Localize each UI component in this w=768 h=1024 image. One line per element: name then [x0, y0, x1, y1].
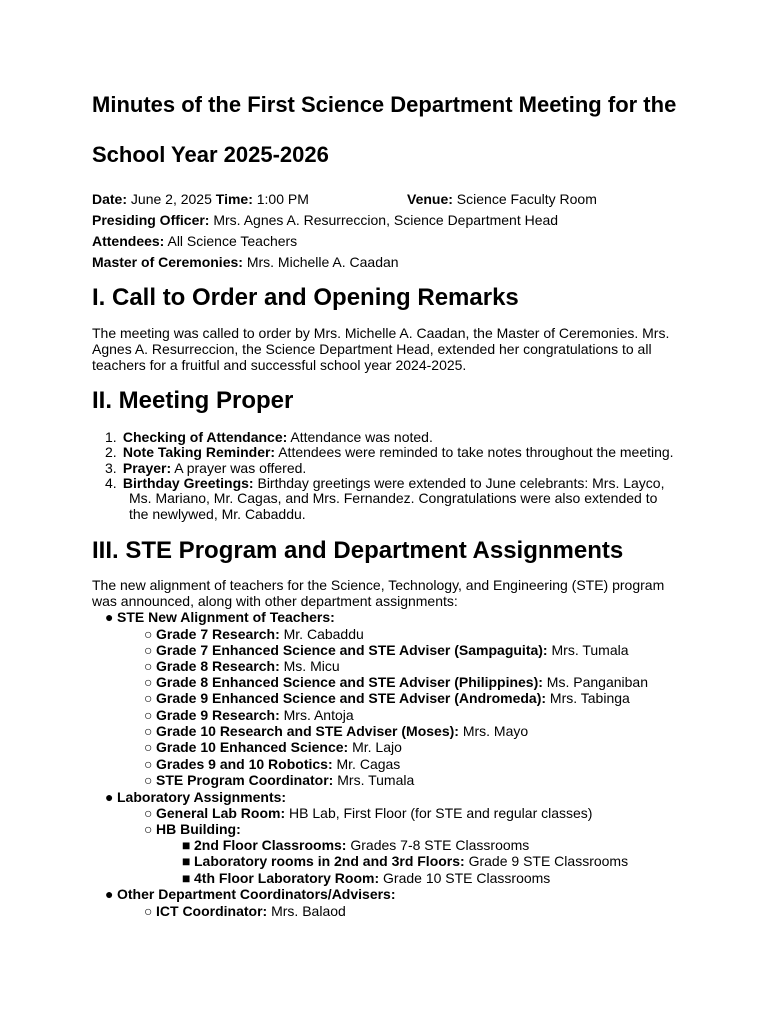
bullet-circle-icon: ○	[144, 674, 153, 690]
presiding-value: Mrs. Agnes A. Resurreccion, Science Department Head	[213, 212, 559, 228]
bullet-circle-icon: ○	[144, 723, 153, 739]
ste-item-text: Mr. Cabaddu	[279, 626, 364, 642]
bullet-ste-alignment	[105, 609, 335, 625]
item-number: 2.	[105, 444, 117, 460]
item-label: Prayer:	[122, 460, 172, 476]
ste-item-text: Mr. Lajo	[348, 739, 402, 755]
lab-item-label: HB Building:	[156, 821, 241, 837]
bullet-disc-icon: ●	[105, 886, 114, 902]
item-label: Checking of Attendance:	[122, 429, 288, 445]
hb-item-label: Laboratory rooms in 2nd and 3rd Floors:	[194, 853, 465, 869]
time-label: Time:	[215, 191, 253, 207]
hb-item-label: 2nd Floor Classrooms:	[194, 837, 347, 853]
ste-item	[144, 642, 629, 658]
bullet-circle-icon: ○	[144, 805, 153, 821]
meta-venue	[407, 191, 597, 207]
ste-item-label: Grades 9 and 10 Robotics:	[156, 756, 333, 772]
ste-item-text: Ms. Panganiban	[542, 674, 648, 690]
meta-master-of-ceremonies	[92, 254, 399, 270]
meeting-item	[105, 429, 433, 445]
ste-item-text: Mr. Cagas	[332, 756, 401, 772]
venue-label: Venue:	[407, 191, 453, 207]
bullet-circle-icon: ○	[144, 772, 153, 788]
bullet-other-coordinators	[105, 886, 396, 902]
hb-item-label: 4th Floor Laboratory Room:	[194, 870, 380, 886]
other-item-text: Mrs. Balaod	[267, 903, 346, 919]
bullet-circle-icon: ○	[144, 707, 153, 723]
ste-item-label: Grade 8 Research:	[156, 658, 280, 674]
section-3-heading: III. STE Program and Department Assignments	[92, 537, 624, 564]
bullet-circle-icon: ○	[144, 626, 153, 642]
bullet-square-icon: ■	[182, 837, 191, 853]
ste-item	[144, 772, 414, 788]
presiding-label: Presiding Officer:	[92, 212, 210, 228]
document-title-line-1: Minutes of the First Science Department Meeting for the	[92, 92, 677, 117]
other-item	[144, 903, 346, 919]
section-1-text-line: teachers for a fruitful and successful school year 2024-2025.	[92, 357, 467, 373]
ste-item-label: Grade 10 Enhanced Science:	[156, 739, 349, 755]
ste-item	[144, 690, 630, 706]
ste-item-label: Grade 7 Research:	[156, 626, 280, 642]
ste-item	[144, 756, 400, 772]
ste-item-text: Mrs. Tabinga	[546, 690, 630, 706]
hb-item	[182, 837, 529, 853]
lab-item-text: HB Lab, First Floor (for STE and regular classes)	[285, 805, 593, 821]
mc-value: Mrs. Michelle A. Caadan	[246, 254, 399, 270]
section-3-intro-line: The new alignment of teachers for the Science, Technology, and Engineering (STE) program	[92, 577, 665, 593]
ste-item-text: Mrs. Tumala	[333, 772, 415, 788]
bullet-circle-icon: ○	[144, 821, 153, 837]
item-text: Birthday greetings were extended to June celebrants: Mrs. Layco,	[253, 475, 665, 491]
bullet-square-icon: ■	[182, 870, 191, 886]
ste-item-text: Ms. Micu	[279, 658, 340, 674]
bullet-circle-icon: ○	[144, 690, 153, 706]
hb-item-text: Grades 7-8 STE Classrooms	[346, 837, 530, 853]
hb-item	[182, 853, 628, 869]
hb-item	[182, 870, 550, 886]
hb-item-text: Grade 9 STE Classrooms	[464, 853, 629, 869]
item-number: 3.	[105, 460, 117, 476]
attendees-label: Attendees:	[92, 233, 165, 249]
hb-item-text: Grade 10 STE Classrooms	[379, 870, 551, 886]
date-value: June 2, 2025	[130, 191, 212, 207]
section-3-intro-line: was announced, along with other department assignments:	[92, 593, 458, 609]
bullet-disc-icon: ●	[105, 789, 114, 805]
bullet-circle-icon: ○	[144, 658, 153, 674]
item-number: 4.	[105, 475, 117, 491]
ste-item	[144, 626, 364, 642]
item-label: Birthday Greetings:	[122, 475, 254, 491]
ste-item-label: Grade 7 Enhanced Science and STE Adviser (Sampaguita):	[156, 642, 548, 658]
bullet-circle-icon: ○	[144, 756, 153, 772]
meta-presiding-officer	[92, 212, 558, 228]
attendees-value: All Science Teachers	[167, 233, 298, 249]
venue-value: Science Faculty Room	[456, 191, 597, 207]
ste-item-label: Grade 9 Research:	[156, 707, 280, 723]
ste-item	[144, 674, 648, 690]
lab-item-general	[144, 805, 592, 821]
bullet-label: STE New Alignment of Teachers:	[117, 609, 335, 625]
bullet-circle-icon: ○	[144, 739, 153, 755]
section-1-heading: I. Call to Order and Opening Remarks	[92, 284, 519, 311]
bullet-disc-icon: ●	[105, 609, 114, 625]
ste-item	[144, 658, 340, 674]
ste-item-label: Grade 10 Research and STE Adviser (Moses):	[156, 723, 459, 739]
ste-item-text: Mrs. Mayo	[458, 723, 529, 739]
ste-item-label: Grade 8 Enhanced Science and STE Adviser (Philippines):	[156, 674, 543, 690]
ste-item-label: STE Program Coordinator:	[156, 772, 334, 788]
meeting-item-continuation: Ms. Mariano, Mr. Cagas, and Mrs. Fernandez. Congratulations were also extended to	[129, 490, 658, 506]
ste-item	[144, 723, 528, 739]
meeting-item-continuation: the newlywed, Mr. Cabaddu.	[129, 506, 306, 522]
meta-date-time	[92, 191, 309, 207]
document-title-line-2: School Year 2025-2026	[92, 142, 329, 167]
bullet-circle-icon: ○	[144, 642, 153, 658]
item-number: 1.	[105, 429, 117, 445]
bullet-square-icon: ■	[182, 853, 191, 869]
mc-label: Master of Ceremonies:	[92, 254, 243, 270]
ste-item-text: Mrs. Tumala	[547, 642, 629, 658]
meeting-item	[105, 475, 664, 491]
meeting-item	[105, 444, 674, 460]
meta-attendees	[92, 233, 297, 249]
date-label: Date:	[92, 191, 128, 207]
bullet-label: Laboratory Assignments:	[117, 789, 287, 805]
time-value: 1:00 PM	[256, 191, 309, 207]
bullet-circle-icon: ○	[144, 903, 153, 919]
ste-item-text: Mrs. Antoja	[279, 707, 354, 723]
lab-item-hb-building	[144, 821, 241, 837]
other-item-label: ICT Coordinator:	[156, 903, 268, 919]
item-text: Attendance was noted.	[287, 429, 433, 445]
lab-item-label: General Lab Room:	[156, 805, 286, 821]
ste-item	[144, 739, 402, 755]
ste-item-label: Grade 9 Enhanced Science and STE Adviser (Andromeda):	[156, 690, 547, 706]
ste-item	[144, 707, 354, 723]
section-1-text-line: Agnes A. Resurreccion, the Science Department Head, extended her congratulations to all	[92, 341, 652, 357]
bullet-label: Other Department Coordinators/Advisers:	[117, 886, 396, 902]
item-label: Note Taking Reminder:	[122, 444, 276, 460]
item-text: Attendees were reminded to take notes throughout the meeting.	[275, 444, 674, 460]
section-1-text-line: The meeting was called to order by Mrs. Michelle A. Caadan, the Master of Ceremonies. Mrs.	[92, 325, 670, 341]
bullet-laboratory-assignments	[105, 789, 286, 805]
section-2-heading: II. Meeting Proper	[92, 387, 294, 414]
meeting-item	[105, 460, 306, 476]
item-text: A prayer was offered.	[171, 460, 307, 476]
